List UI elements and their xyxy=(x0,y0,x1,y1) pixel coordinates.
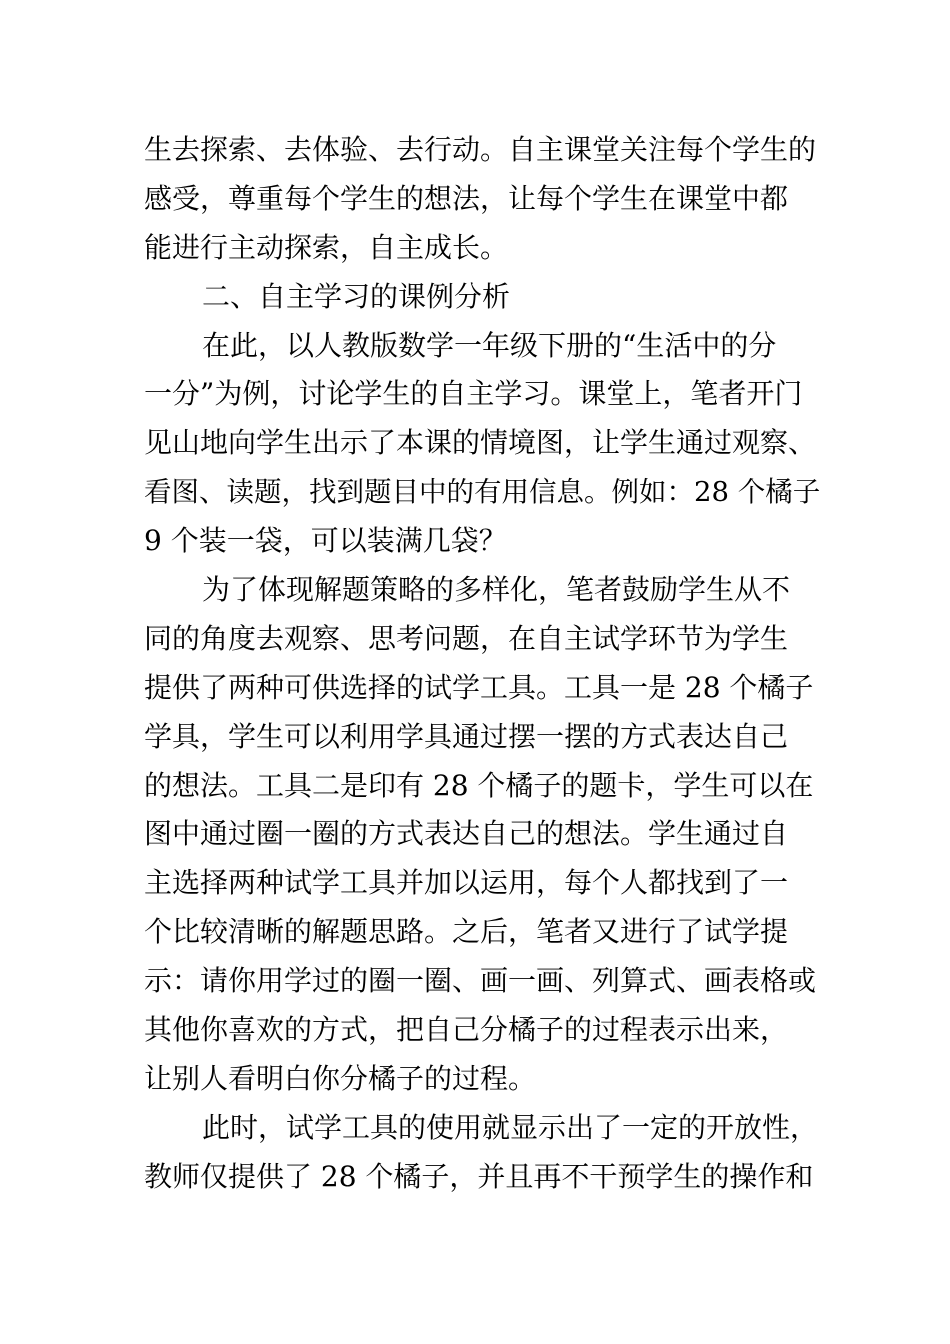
text-line: 教师仅提供了 28 个橘子，并且再不干预学生的操作和 xyxy=(144,1159,814,1193)
text-line: 看图、读题，找到题目中的有用信息。例如：28 个橘子 xyxy=(144,476,821,509)
text-line: 能进行主动探索，自主成长。 xyxy=(144,230,509,264)
text-line: 其他你喜欢的方式，把自己分橘子的过程表示出来， xyxy=(144,1013,789,1047)
text-line: 主选择两种试学工具并加以运用，每个人都找到了一 xyxy=(144,866,789,900)
text-line: 在此，以人教版数学一年级下册的“生活中的分 xyxy=(202,328,777,362)
text-line: 为了体现解题策略的多样化，笔者鼓励学生从不 xyxy=(202,573,791,607)
text-line: 生去探索、去体验、去行动。自主课堂关注每个学生的 xyxy=(144,133,817,166)
section-heading: 二、自主学习的课例分析 xyxy=(202,279,511,313)
text-line: 让别人看明白你分橘子的过程。 xyxy=(144,1061,537,1095)
text-line: 感受，尊重每个学生的想法，让每个学生在课堂中都 xyxy=(144,181,789,215)
text-line: 的想法。工具二是印有 28 个橘子的题卡，学生可以在 xyxy=(144,768,814,802)
text-line: 同的角度去观察、思考问题，在自主试学环节为学生 xyxy=(144,621,789,655)
text-line: 提供了两种可供选择的试学工具。工具一是 28 个橘子 xyxy=(144,670,814,704)
text-line: 图中通过圈一圈的方式表达自己的想法。学生通过自 xyxy=(144,817,789,851)
document-body xyxy=(144,126,824,1202)
text-line: 见山地向学生出示了本课的情境图，让学生通过观察、 xyxy=(144,426,817,460)
text-line: 9 个装一袋，可以装满几袋？ xyxy=(144,524,507,558)
text-line: 学具，学生可以利用学具通过摆一摆的方式表达自己 xyxy=(144,719,789,753)
text-line: 一分”为例，讨论学生的自主学习。课堂上，笔者开门 xyxy=(144,377,803,411)
text-line: 个比较清晰的解题思路。之后，笔者又进行了试学提 xyxy=(144,915,789,949)
text-line: 此时，试学工具的使用就显示出了一定的开放性， xyxy=(202,1110,819,1144)
text-line: 示：请你用学过的圈一圈、画一画、列算式、画表格或 xyxy=(144,964,817,998)
